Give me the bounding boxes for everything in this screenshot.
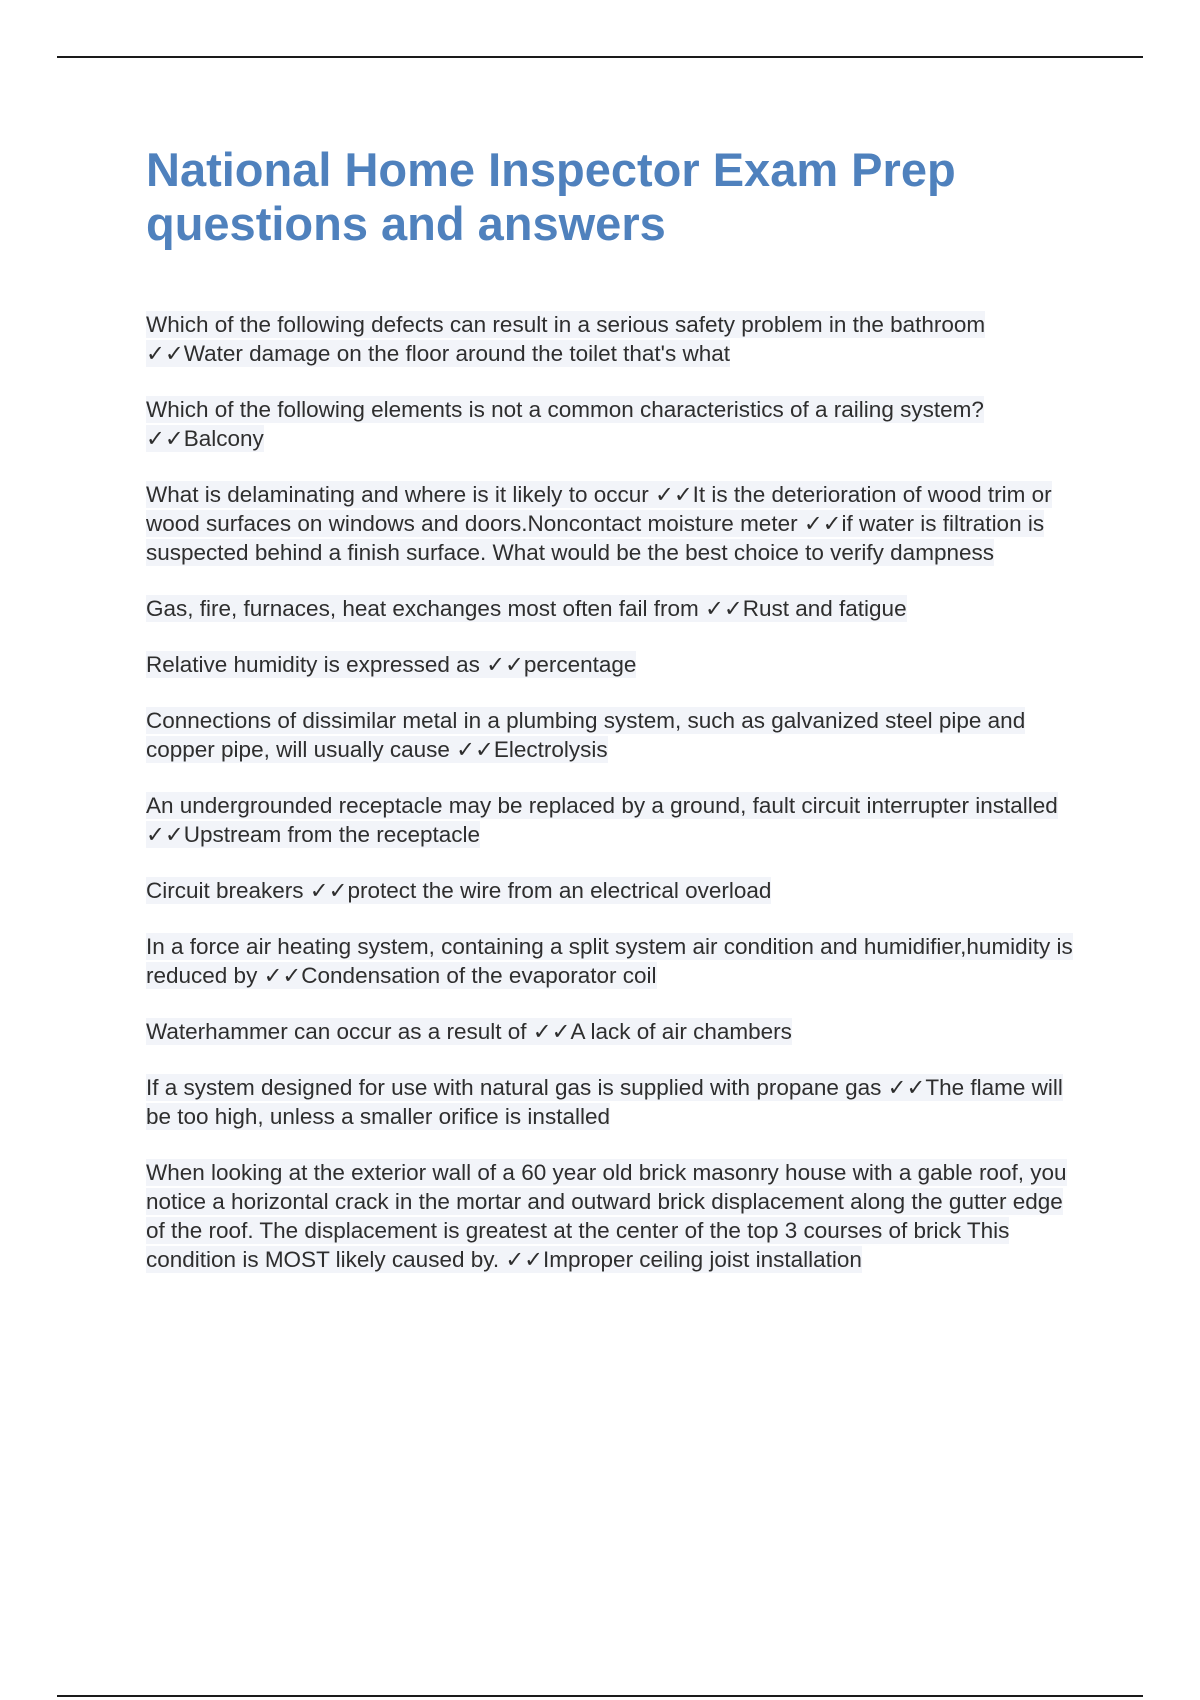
qa-item [146,395,1076,453]
qa-text: If a system designed for use with natural gas is supplied with propane gas ✓✓The flame will be too high, unless a smaller orifice is installed [146,1075,1063,1129]
qa-list [146,310,1076,1274]
qa-text: When looking at the exterior wall of a 60 year old brick masonry house with a gable roof, you notice a horizontal crack in the mortar and outward brick displacement along the gutter edge of the roof. The displacement is greatest at the center of the top 3 courses of brick This condition is MOST likely caused by. ✓✓Improper ceiling joist installation [146,1160,1067,1272]
qa-text: What is delaminating and where is it likely to occur ✓✓It is the deterioration of wood trim or wood surfaces on windows and doors.Noncontact moisture meter ✓✓if water is filtration is suspected behind a finish surface. What would be the best choice to verify dampness [146,482,1052,565]
qa-text: Which of the following elements is not a common characteristics of a railing system? ✓✓Balcony [146,397,984,451]
qa-item [146,1073,1076,1131]
qa-item [146,480,1076,567]
qa-text: In a force air heating system, containing a split system air condition and humidifier,humidity is reduced by ✓✓Condensation of the evaporator coil [146,934,1073,988]
qa-item [146,310,1076,368]
qa-item [146,594,1076,623]
qa-text: Gas, fire, furnaces, heat exchanges most often fail from ✓✓Rust and fatigue [146,596,907,621]
qa-text: Which of the following defects can result in a serious safety problem in the bathroom ✓✓Water damage on the floor around the toilet that's what [146,312,986,366]
qa-text: Waterhammer can occur as a result of ✓✓A lack of air chambers [146,1019,792,1044]
qa-item [146,650,1076,679]
qa-item [146,1158,1076,1274]
page-title: National Home Inspector Exam Prep questions and answers [146,143,956,250]
top-rule [57,56,1143,58]
bottom-rule [57,1695,1143,1697]
qa-item [146,706,1076,764]
qa-text: An undergrounded receptacle may be replaced by a ground, fault circuit interrupter installed ✓✓Upstream from the receptacle [146,793,1058,847]
qa-item [146,876,1076,905]
qa-text: Connections of dissimilar metal in a plumbing system, such as galvanized steel pipe and copper pipe, will usually cause ✓✓Electrolysis [146,708,1026,762]
qa-text: Circuit breakers ✓✓protect the wire from an electrical overload [146,878,772,903]
qa-item [146,791,1076,849]
qa-text: Relative humidity is expressed as ✓✓percentage [146,652,637,677]
qa-item [146,1017,1076,1046]
qa-item [146,932,1076,990]
